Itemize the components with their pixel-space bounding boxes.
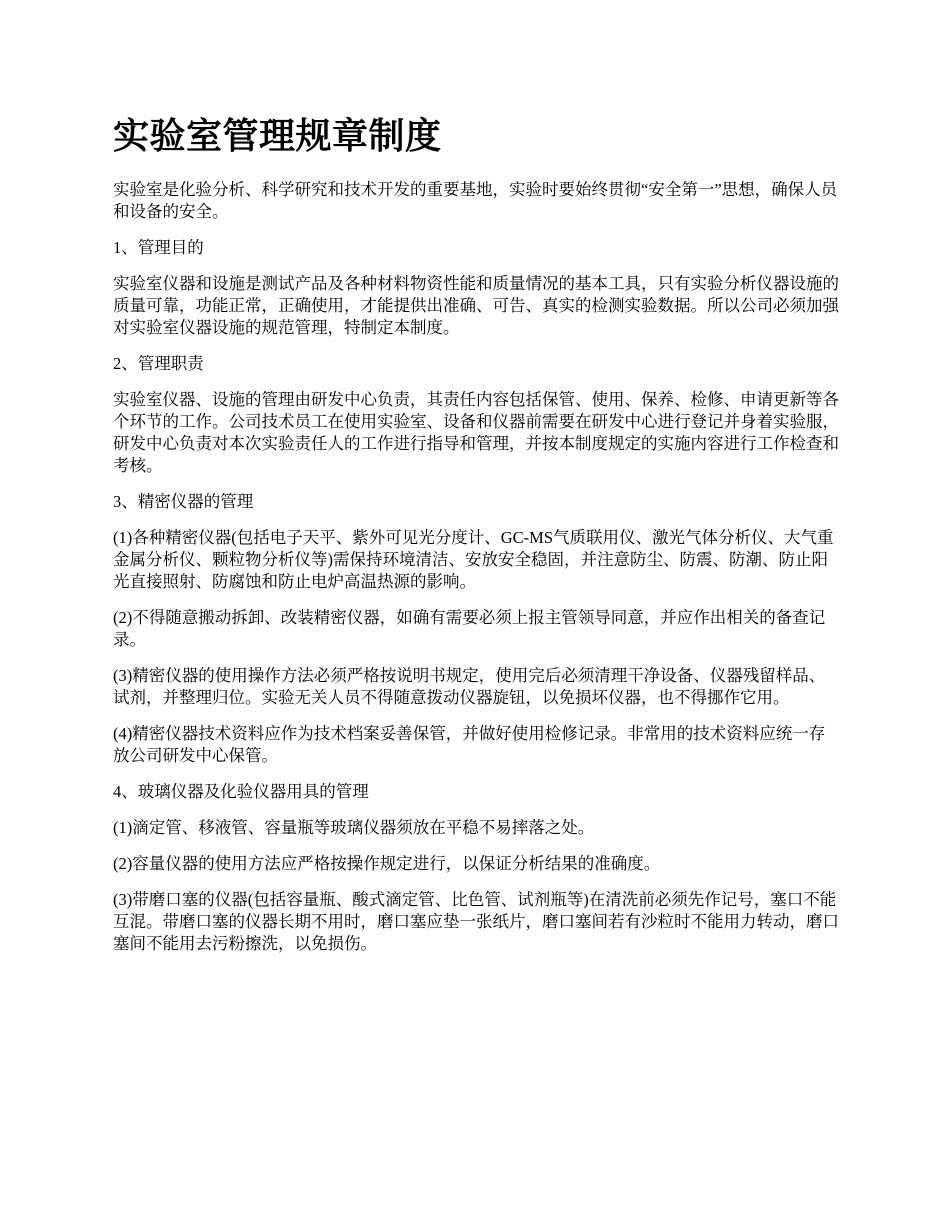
document-title: 实验室管理规章制度 <box>113 116 442 157</box>
precision-item-3: (3)精密仪器的使用操作方法必须严格按说明书规定，使用完后必须清理干净设备、仪器残留样品、试剂，并整理归位。实验无关人员不得随意拨动仪器旋钮，以免损坏仪器，也不得挪作它用。 <box>113 666 826 707</box>
precision-item-2: (2)不得随意搬动拆卸、改装精密仪器，如确有需要必须上报主管领导同意，并应作出相关的备查记录。 <box>113 608 826 649</box>
glassware-item-2: (2)容量仪器的使用方法应严格按操作规定进行，以保证分析结果的准确度。 <box>113 854 661 873</box>
section-heading-glassware: 4、玻璃仪器及化验仪器用具的管理 <box>113 782 369 801</box>
glassware-item-1: (1)滴定管、移液管、容量瓶等玻璃仪器须放在平稳不易摔落之处。 <box>113 818 595 837</box>
intro-paragraph: 实验室是化验分析、科学研究和技术开发的重要基地，实验时要始终贯彻“安全第一”思想，确保人员和设备的安全。 <box>113 180 838 221</box>
section-heading-purpose: 1、管理目的 <box>113 238 204 257</box>
glassware-item-3: (3)带磨口塞的仪器(包括容量瓶、酸式滴定管、比色管、试剂瓶等)在清洗前必须先作记号，塞口不能互混。带磨口塞的仪器长期不用时，磨口塞应垫一张纸片，磨口塞间若有沙粒时不能用力转动，磨口塞间不能用去污粉擦洗，以免损伤。 <box>113 890 839 953</box>
precision-item-4: (4)精密仪器技术资料应作为技术档案妥善保管，并做好使用检修记录。非常用的技术资料应统一存放公司研发中心保管。 <box>113 724 826 765</box>
precision-item-1: (1)各种精密仪器(包括电子天平、紫外可见光分度计、GC-MS气质联用仪、激光气体分析仪、大气重金属分析仪、颗粒物分析仪等)需保持环境清洁、安放安全稳固，并注意防尘、防震、防潮、防止阳光直接照射、防腐蚀和防止电炉高温热源的影响。 <box>113 528 834 591</box>
purpose-paragraph: 实验室仪器和设施是测试产品及各种材料物资性能和质量情况的基本工具，只有实验分析仪器设施的质量可靠，功能正常，正确使用，才能提供出准确、可告、真实的检测实验数据。所以公司必须加强对实验室仪器设施的规范管理，特制定本制度。 <box>113 274 839 337</box>
section-heading-responsibility: 2、管理职责 <box>113 354 204 373</box>
responsibility-paragraph: 实验室仪器、设施的管理由研发中心负责，其责任内容包括保管、使用、保养、检修、申请更新等各个环节的工作。公司技术员工在使用实验室、设备和仪器前需要在研发中心进行登记并身着实验服，研发中心负责对本次实验责任人的工作进行指导和管理，并按本制度规定的实施内容进行工作检查和考核。 <box>113 390 839 475</box>
document-page <box>113 112 840 969</box>
section-heading-precision-instruments: 3、精密仪器的管理 <box>113 492 254 511</box>
